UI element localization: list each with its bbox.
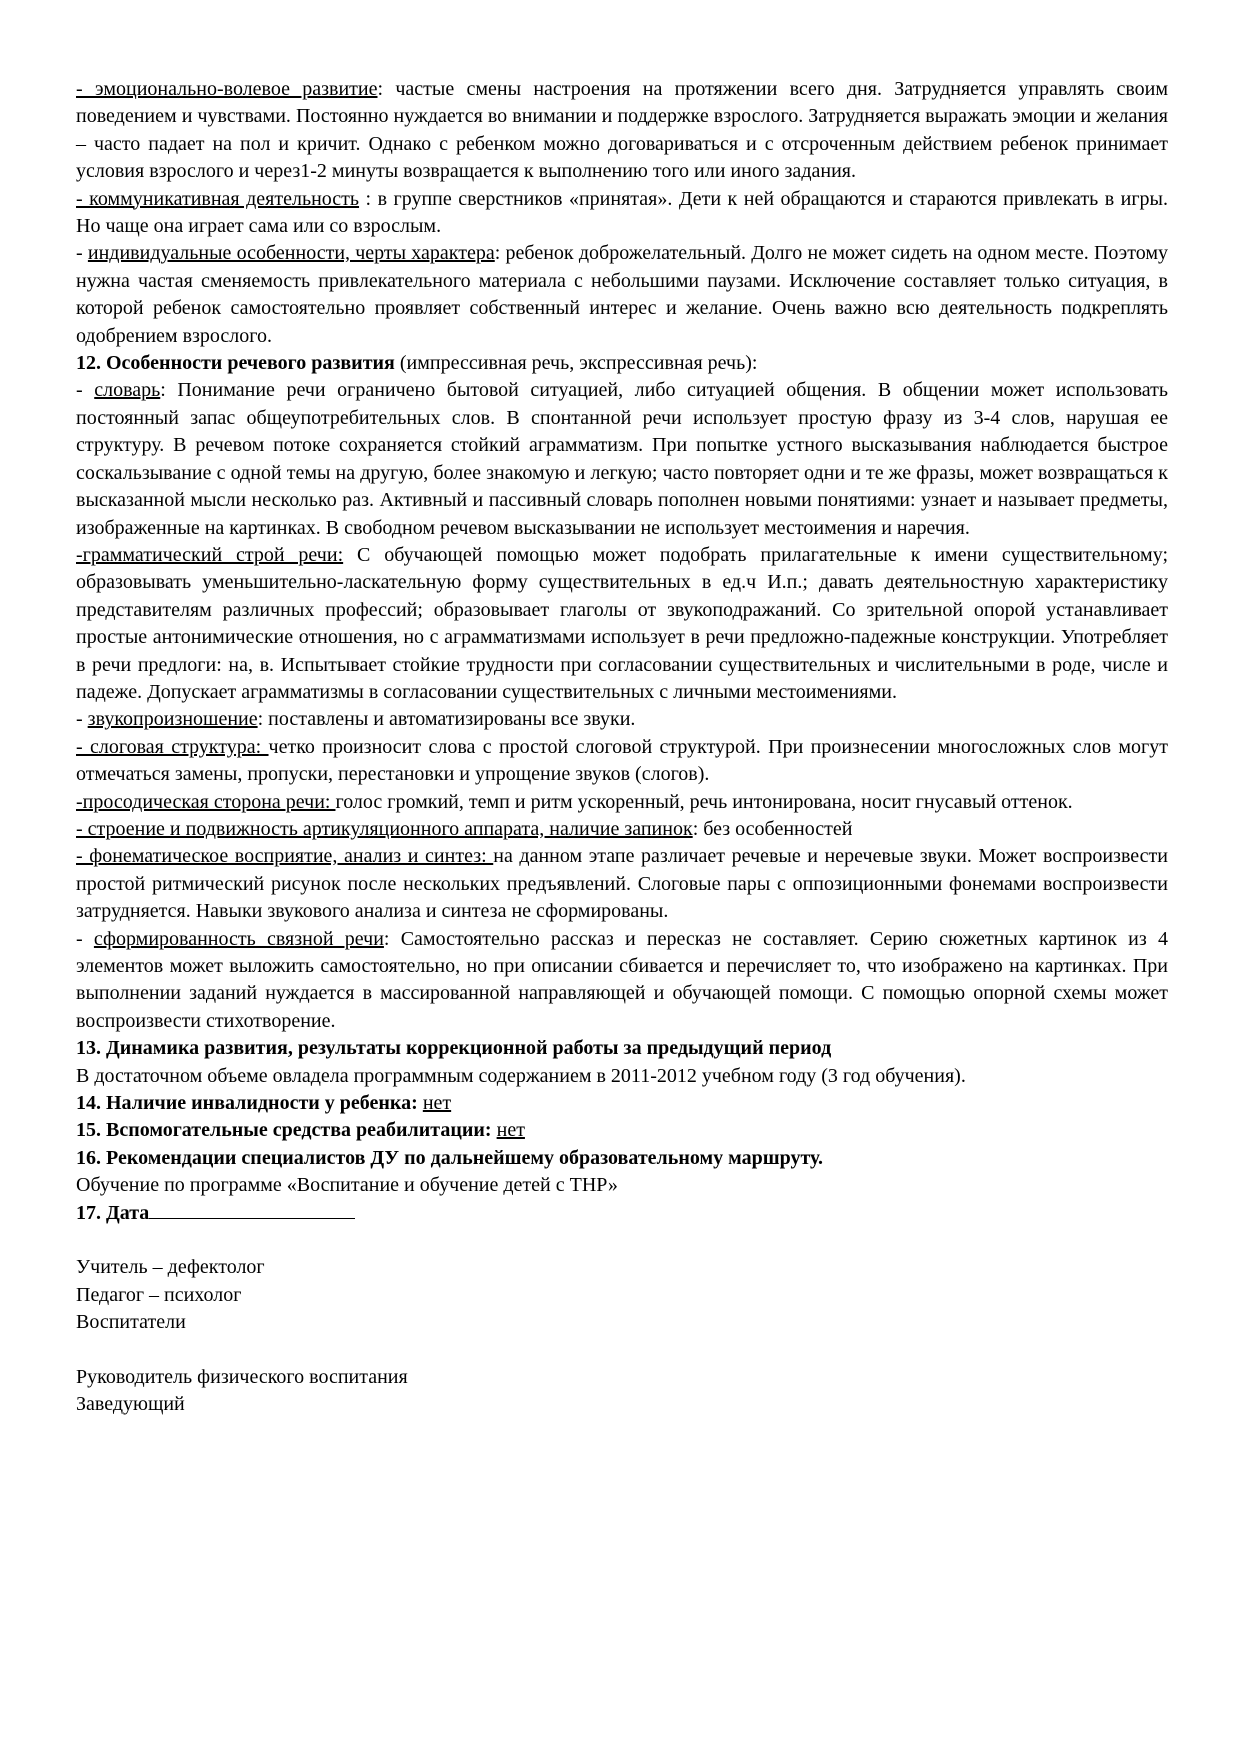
- prefix-coherent: -: [76, 927, 94, 950]
- paragraph-communicative: [76, 186, 1168, 241]
- section-17-date: [76, 1200, 1168, 1227]
- heading-recommendations: 16. Рекомендации специалистов ДУ по дальнейшему образовательному маршруту.: [76, 1146, 824, 1169]
- text-grammar: С обучающей помощью может подобрать прилагательные к имени существительному; образовывать уменьшительно-ласкательную форму существительных в ед.ч И.п.; давать деятельностную характеристику представителям различных профессий; образовывает глаголы от звукоподражаний. Со зрительной опорой устанавливает простые антонимические отношения, но с аграмматизмами использует в речи предложно-падежные конструкции. Употребляет в речи предлоги: на, в. Испытывает стойкие трудности при согласовании существительных и числительными в роде, числе и падеже. Допускает аграмматизмы в согласовании существительных с личными местоимениями.: [76, 543, 1168, 703]
- date-number: 17: [76, 1201, 96, 1224]
- text-phonemic: на данном этапе различает речевые и неречевые звуки. Может воспроизвести простой ритмический рисунок после нескольких предъявлений. Слоговые пары с оппозиционными фонемами воспроизвести затрудняется. Навыки звукового анализа и синтеза не сформированы.: [76, 845, 1168, 923]
- text-individual: : ребенок доброжелательный. Долго не может сидеть на одном месте. Поэтому нужна частая сменяемость привлекательного материала с небольшими паузами. Исключение составляет только ситуация, в которой ребенок самостоятельно проявляет собственный интерес и желание. Очень важно всю деятельность подкреплять одобрением взрослого.: [76, 242, 1168, 347]
- value-rehab: нет: [496, 1119, 525, 1142]
- prefix-vocabulary: -: [76, 379, 95, 402]
- paragraph-recommendations: [76, 1172, 1168, 1199]
- label-prosody: -просодическая сторона речи:: [76, 790, 336, 813]
- paragraph-emotional: [76, 76, 1168, 186]
- section-14-disability: [76, 1090, 1168, 1117]
- paragraph-articulation: [76, 816, 1168, 843]
- paragraph-syllable: [76, 734, 1168, 789]
- heading-disability: 14. Наличие инвалидности у ребенка:: [76, 1092, 418, 1115]
- text-vocabulary: : Понимание речи ограничено бытовой ситуацией, либо ситуацией общения. В общении может использовать постоянный запас общеупотребительных слов. В спонтанной речи использует простую фразу из 3-4 слов, нарушая ее структуру. В речевом потоке сохраняется стойкий аграмматизм. При попытке устного высказывания наблюдается быстрое соскальзывание с одной темы на другую, более знакомую и легкую; часто повторяет одни и те же фразы, может возвращаться к высказанной мысли несколько раз. Активный и пассивный словарь пополнен новыми понятиями: узнает и называет предметы, изображенные на картинках. В свободном речевом высказывании не использует местоимения и наречия.: [76, 379, 1169, 539]
- text-prosody: голос громкий, темп и ритм ускоренный, речь интонирована, носит гнусавый оттенок.: [335, 790, 1073, 813]
- text-speech-heading: (импрессивная речь, экспрессивная речь):: [394, 352, 758, 375]
- section-16-heading: [76, 1145, 1168, 1172]
- signature-psychologist: Педагог – психолог: [76, 1283, 242, 1306]
- value-disability: нет: [422, 1092, 452, 1115]
- prefix-individual: -: [76, 242, 88, 265]
- text-syllable: четко произносит слова с простой слоговой структурой. При произнесении многосложных слов могут отмечаться замены, пропуски, перестановки и упрощение звуков (слогов).: [76, 735, 1168, 786]
- label-emotional: - эмоционально-волевое развитие: [76, 78, 378, 100]
- paragraph-dynamics: [76, 1063, 1168, 1090]
- signature-pe-head: Руководитель физического воспитания: [76, 1366, 408, 1389]
- label-vocabulary: словарь: [94, 379, 161, 402]
- text-pronunciation: : поставлены и автоматизированы все звуки.: [257, 708, 636, 731]
- text-emotional: : частые смены настроения на протяжении всего дня. Затрудняется управлять своим поведением и чувствами. Постоянно нуждается во внимании и поддержке взрослого. Затрудняется выражать эмоции и желания – часто падает на пол и кричит. Однако с ребенком можно договариваться и с отсроченным действием ребенок принимает условия взрослого и через1-2 минуты возвращается к выполнению того или иного задания.: [76, 78, 1168, 183]
- label-pronunciation: звукопроизношение: [87, 708, 258, 731]
- label-coherent: сформированность связной речи: [93, 927, 384, 950]
- heading-rehab: 15. Вспомогательные средства реабилитации:: [76, 1119, 492, 1142]
- label-communicative: - коммуникативная деятельность: [76, 187, 360, 210]
- document-page: [76, 76, 1168, 1419]
- paragraph-coherent: [76, 926, 1168, 1036]
- spacer: [76, 1337, 1168, 1364]
- paragraph-grammar: [76, 542, 1168, 706]
- date-blank-line: [149, 1200, 355, 1219]
- signature-director: Заведующий: [76, 1393, 185, 1416]
- label-phonemic: - фонематическое восприятие, анализ и синтез:: [76, 845, 494, 868]
- section-12-heading: [76, 350, 1168, 377]
- label-grammar: -грамматический строй речи:: [76, 543, 344, 566]
- text-communicative: : в группе сверстников «принятая». Дети к ней обращаются и стараются привлекать в игры. Но чаще она играет сама или со взрослым.: [76, 187, 1168, 238]
- date-label: . Дата: [96, 1201, 150, 1224]
- label-individual: индивидуальные особенности, черты характера: [87, 242, 495, 265]
- signature-educators: Воспитатели: [76, 1311, 186, 1334]
- text-recommendations: Обучение по программе «Воспитание и обучение детей с ТНР»: [76, 1174, 618, 1197]
- paragraph-vocabulary: [76, 377, 1168, 541]
- label-articulation: - строение и подвижность артикуляционного аппарата, наличие запинок: [76, 817, 693, 840]
- section-15-rehab: [76, 1117, 1168, 1144]
- prefix-pronunciation: -: [76, 708, 88, 731]
- section-13-heading: [76, 1035, 1168, 1062]
- text-articulation: : без особенностей: [692, 817, 853, 840]
- text-coherent: : Самостоятельно рассказ и пересказ не составляет. Серию сюжетных картинок из 4 элементов может выложить самостоятельно, но при описании сбивается и перечисляет то, что изображено на картинках. При выполнении заданий нуждается в массированной направляющей и обучающей помощи. С помощью опорной схемы может воспроизвести стихотворение.: [76, 927, 1168, 1032]
- text-dynamics: В достаточном объеме овладела программным содержанием в 2011-2012 учебном году (3 год обучения).: [76, 1064, 966, 1087]
- signature-defectologist: Учитель – дефектолог: [76, 1256, 265, 1279]
- spacer: [76, 1227, 1168, 1254]
- paragraph-prosody: [76, 789, 1168, 816]
- paragraph-phonemic: [76, 843, 1168, 925]
- heading-speech: 12. Особенности речевого развития: [76, 352, 395, 375]
- heading-dynamics: 13. Динамика развития, результаты коррекционной работы за предыдущий период: [76, 1037, 832, 1060]
- paragraph-pronunciation: [76, 706, 1168, 733]
- label-syllable: - слоговая структура:: [76, 735, 269, 758]
- paragraph-individual: [76, 240, 1168, 350]
